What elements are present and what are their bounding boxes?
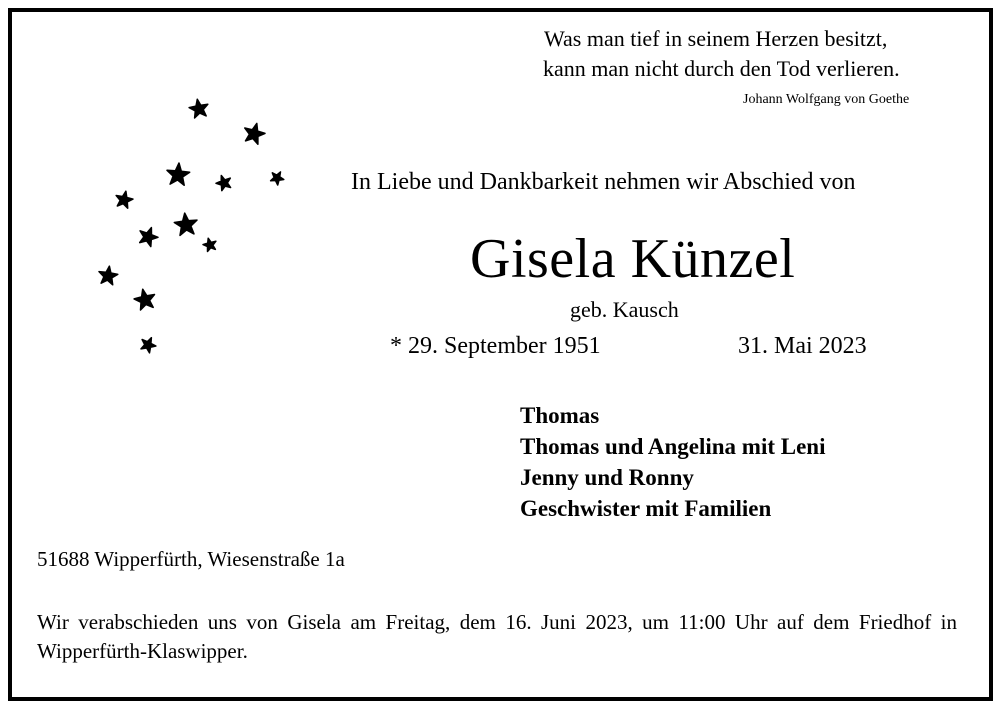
birth-date: * 29. September 1951	[390, 333, 601, 359]
mourner-item: Jenny und Ronny	[520, 465, 694, 490]
mourners-list	[520, 400, 825, 524]
quote-line-2: kann man nicht durch den Tod verlieren.	[543, 56, 900, 81]
maiden-name: geb. Kausch	[570, 297, 679, 322]
death-date: 31. Mai 2023	[738, 333, 867, 359]
quote-line-1: Was man tief in seinem Herzen besitzt,	[544, 26, 888, 51]
address: 51688 Wipperfürth, Wiesenstraße 1a	[37, 547, 345, 571]
mourner-item: Thomas und Angelina mit Leni	[520, 434, 826, 459]
mourner-item: Geschwister mit Familien	[520, 496, 772, 521]
mourner-item: Thomas	[520, 403, 600, 428]
quote-author: Johann Wolfgang von Goethe	[743, 92, 910, 107]
deceased-name: Gisela Künzel	[470, 228, 796, 290]
funeral-notice: Wir verabschieden uns von Gisela am Freitag, dem 16. Juni 2023, um 11:00 Uhr auf dem Friedhof in Wipperfürth-Klaswipper.	[37, 610, 957, 663]
intro-text: In Liebe und Dankbarkeit nehmen wir Abschied von	[351, 169, 856, 195]
